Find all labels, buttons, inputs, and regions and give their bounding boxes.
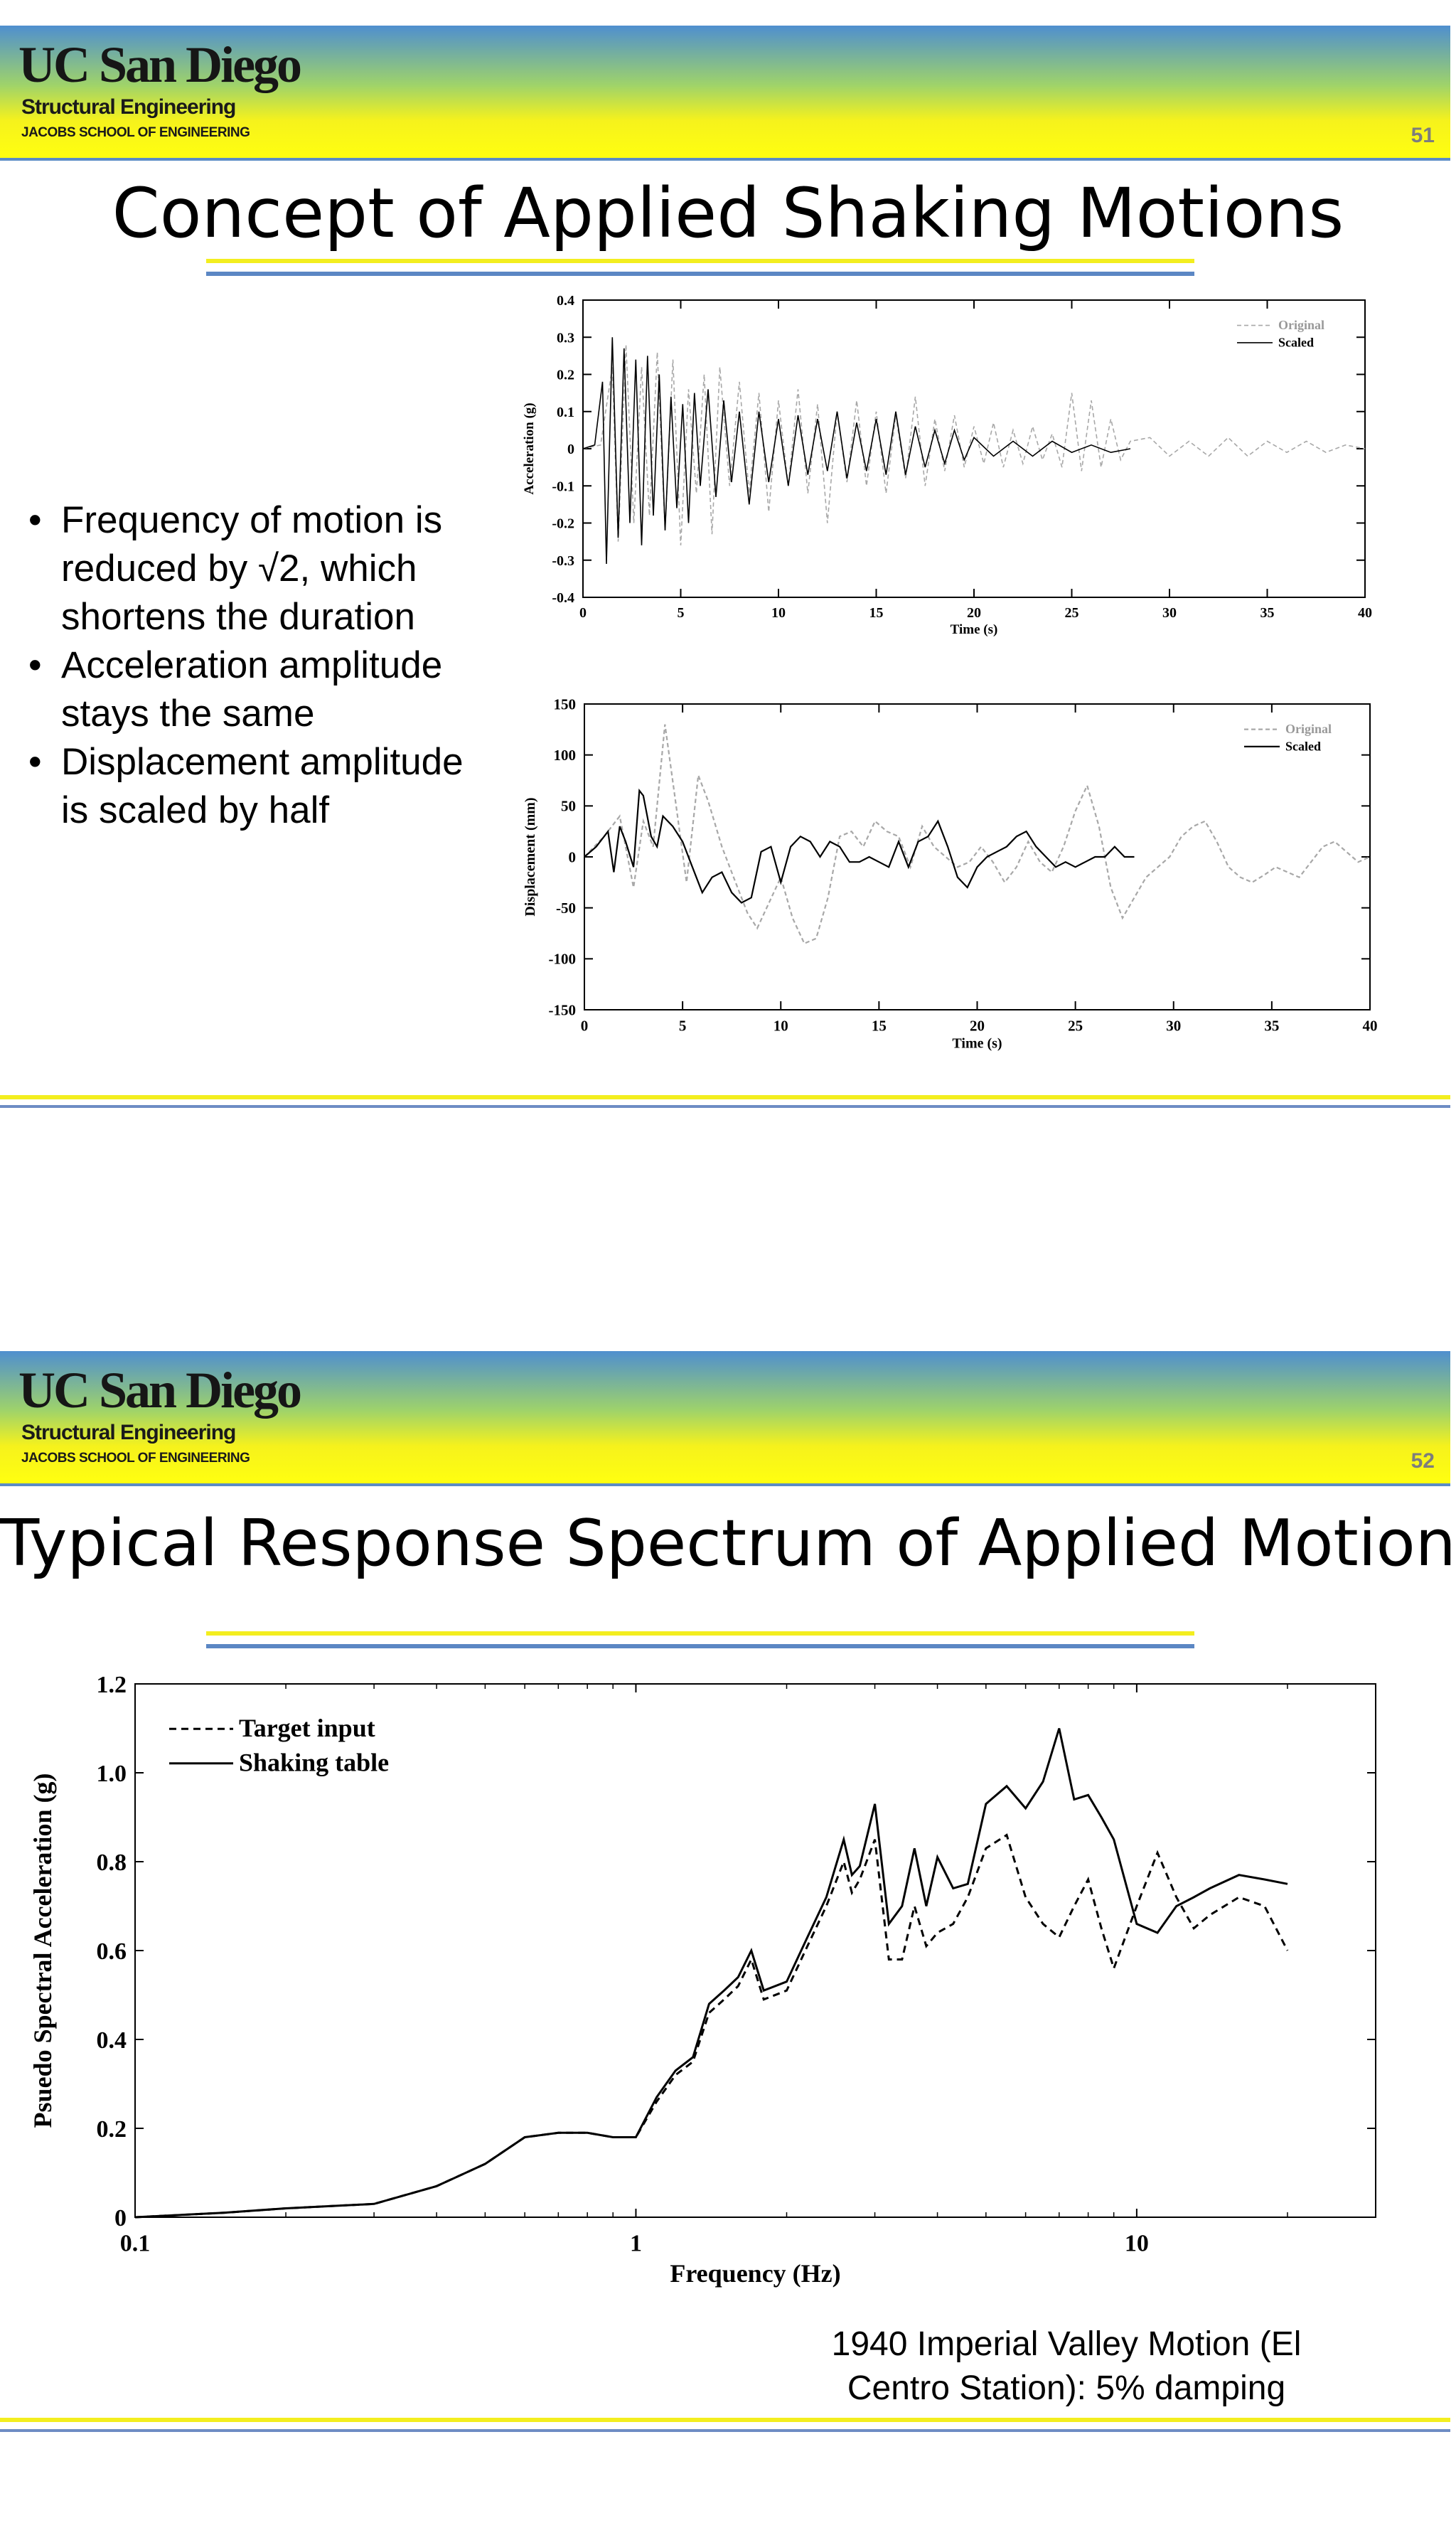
series-line-scaled bbox=[584, 791, 1135, 903]
x-tick-label: 15 bbox=[871, 1017, 887, 1035]
y-tick-label: 100 bbox=[553, 747, 576, 764]
x-tick-label: 25 bbox=[1064, 605, 1079, 621]
y-axis-label: Psuedo Spectral Acceleration (g) bbox=[28, 1773, 57, 2128]
x-tick-label: 30 bbox=[1162, 605, 1177, 621]
y-axis-label: Displacement (mm) bbox=[523, 797, 538, 917]
legend-label: Original bbox=[1285, 722, 1332, 736]
y-tick-label: 0 bbox=[567, 442, 574, 457]
slide-title: Concept of Applied Shaking Motions bbox=[112, 174, 1344, 253]
logo-school: JACOBS SCHOOL OF ENGINEERING bbox=[21, 125, 250, 140]
bullet-item: • Acceleration amplitude stays the same bbox=[28, 641, 483, 738]
y-tick-label: 1.0 bbox=[96, 1760, 127, 1787]
y-tick-label: 0.1 bbox=[557, 404, 574, 420]
y-tick-label: 1.2 bbox=[96, 1671, 127, 1698]
y-tick-label: 0.4 bbox=[557, 293, 574, 309]
footer-rule-blue bbox=[0, 2429, 1450, 2432]
y-tick-label: 0.2 bbox=[557, 367, 574, 383]
response-spectrum-chart bbox=[14, 1664, 1408, 2290]
x-tick-label: 10 bbox=[1124, 2230, 1149, 2257]
y-tick-label: 0.4 bbox=[96, 2027, 127, 2054]
title-underline-yellow bbox=[206, 259, 1194, 263]
slide-title: Typical Response Spectrum of Applied Motion bbox=[0, 1506, 1456, 1581]
x-tick-label: 0 bbox=[580, 1017, 589, 1035]
series-line-original bbox=[583, 345, 1365, 545]
legend-label: Original bbox=[1278, 318, 1325, 332]
bullet-item: • Displacement amplitude is scaled by half bbox=[28, 738, 483, 835]
header-banner bbox=[0, 26, 1450, 161]
legend-label: Shaking table bbox=[239, 1748, 390, 1777]
y-tick-label: 0.2 bbox=[96, 2116, 127, 2143]
y-tick-label: -50 bbox=[556, 900, 576, 917]
slide-51 bbox=[0, 0, 1456, 1138]
spectrum-caption: 1940 Imperial Valley Motion (El Centro Station): 5% damping bbox=[831, 2325, 1302, 2407]
x-tick-label: 35 bbox=[1260, 605, 1275, 621]
page-number: 51 bbox=[1410, 124, 1435, 147]
ucsd-logo: UC San Diego bbox=[18, 1362, 301, 1419]
footer-rule-yellow bbox=[0, 1095, 1450, 1099]
y-tick-label: -0.4 bbox=[552, 590, 574, 606]
title-underline-yellow bbox=[206, 1631, 1194, 1636]
x-tick-label: 10 bbox=[771, 605, 786, 621]
y-tick-label: -150 bbox=[548, 1001, 576, 1019]
x-axis-label: Time (s) bbox=[952, 1035, 1002, 1052]
y-tick-label: 0.8 bbox=[96, 1849, 127, 1876]
series-line-scaled bbox=[583, 337, 1130, 564]
x-tick-label: 40 bbox=[1358, 605, 1372, 621]
ucsd-logo: UC San Diego bbox=[18, 36, 301, 93]
series-line-target-input bbox=[135, 1835, 1288, 2218]
x-tick-label: 25 bbox=[1068, 1017, 1083, 1035]
y-tick-label: 0 bbox=[114, 2204, 127, 2231]
logo-subtitle: Structural Engineering bbox=[21, 1421, 236, 1444]
series-line-shaking-table bbox=[135, 1729, 1288, 2218]
x-tick-label: 0 bbox=[579, 605, 587, 621]
x-tick-label: 40 bbox=[1362, 1017, 1378, 1035]
logo-subtitle: Structural Engineering bbox=[21, 95, 236, 119]
y-tick-label: -100 bbox=[548, 950, 576, 968]
footer-rule-yellow bbox=[0, 2418, 1450, 2422]
x-tick-label: 1 bbox=[629, 2230, 642, 2257]
slide-52 bbox=[0, 1330, 1456, 2439]
x-tick-label: 5 bbox=[677, 605, 685, 621]
acceleration-chart bbox=[505, 284, 1386, 640]
bullet-item: • Frequency of motion is reduced by √2, which shortens the duration bbox=[28, 496, 483, 641]
y-tick-label: 0 bbox=[568, 848, 576, 866]
x-axis-label: Frequency (Hz) bbox=[670, 2258, 841, 2288]
y-tick-label: -0.3 bbox=[552, 553, 574, 569]
plot-frame bbox=[584, 704, 1370, 1010]
bullet-list bbox=[28, 496, 483, 835]
y-tick-label: -0.1 bbox=[552, 479, 574, 495]
legend-label: Scaled bbox=[1278, 335, 1315, 350]
page-number: 52 bbox=[1410, 1449, 1435, 1473]
y-axis-label: Acceleration (g) bbox=[522, 402, 537, 495]
x-tick-label: 30 bbox=[1166, 1017, 1182, 1035]
legend-label: Target input bbox=[239, 1714, 375, 1742]
y-tick-label: 0.6 bbox=[96, 1938, 127, 1965]
y-tick-label: 50 bbox=[561, 797, 576, 815]
x-axis-label: Time (s) bbox=[950, 622, 998, 637]
logo-school: JACOBS SCHOOL OF ENGINEERING bbox=[21, 1451, 250, 1466]
title-underline-blue bbox=[206, 1644, 1194, 1648]
footer-rule-blue bbox=[0, 1105, 1450, 1108]
x-tick-label: 20 bbox=[967, 605, 981, 621]
plot-frame bbox=[583, 300, 1365, 597]
legend-label: Scaled bbox=[1285, 739, 1322, 754]
displacement-chart bbox=[505, 683, 1393, 1081]
header-banner bbox=[0, 1351, 1450, 1486]
x-tick-label: 35 bbox=[1264, 1017, 1280, 1035]
series-line-original bbox=[584, 725, 1370, 944]
y-tick-label: 150 bbox=[553, 695, 576, 713]
y-tick-label: 0.3 bbox=[557, 330, 574, 346]
x-tick-label: 0.1 bbox=[119, 2230, 151, 2257]
x-tick-label: 15 bbox=[869, 605, 884, 621]
y-tick-label: -0.2 bbox=[552, 516, 574, 532]
x-tick-label: 20 bbox=[970, 1017, 985, 1035]
x-tick-label: 5 bbox=[678, 1017, 687, 1035]
title-underline-blue bbox=[206, 272, 1194, 276]
x-tick-label: 10 bbox=[773, 1017, 788, 1035]
